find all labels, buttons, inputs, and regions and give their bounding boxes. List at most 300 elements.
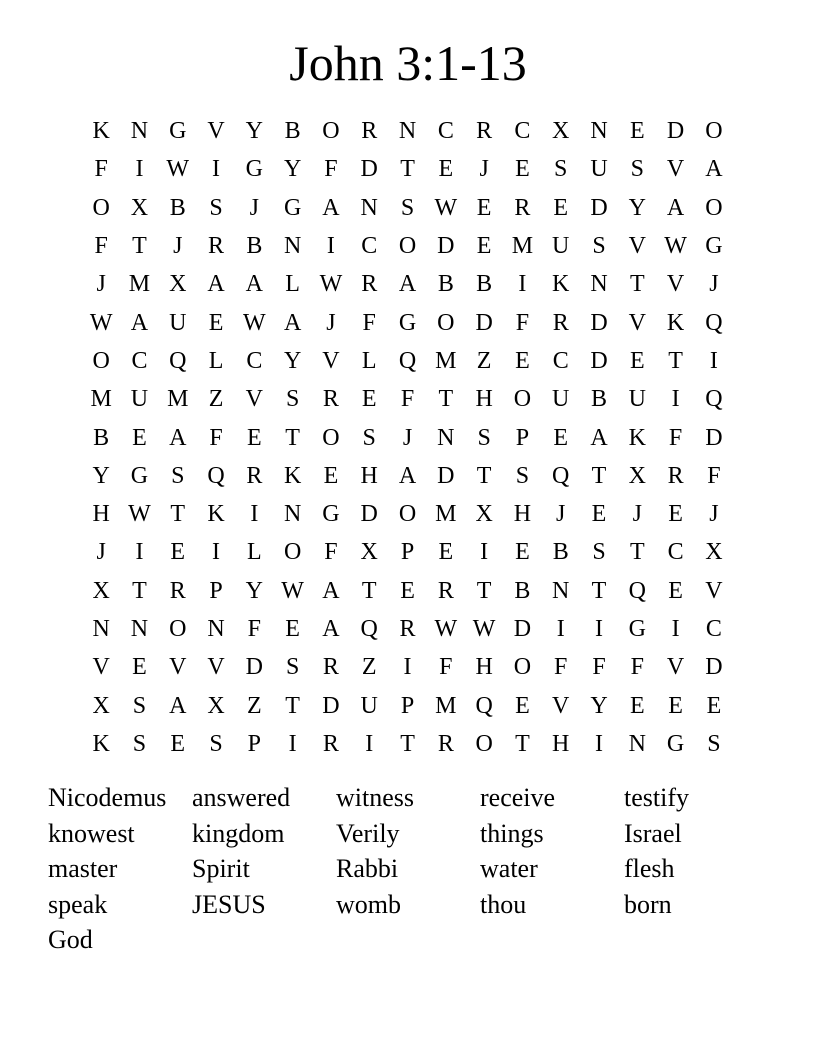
grid-letter: Z <box>476 347 492 374</box>
grid-letter: Q <box>475 692 493 719</box>
grid-letter: T <box>132 577 147 604</box>
grid-letter: W <box>281 577 304 604</box>
grid-letter: X <box>130 194 149 221</box>
grid-letter: Y <box>283 156 302 183</box>
grid-letter: G <box>398 309 417 336</box>
grid-letter: V <box>322 347 340 374</box>
grid-letter: F <box>630 654 644 681</box>
grid-row <box>82 380 733 418</box>
grid-letter: A <box>705 156 723 183</box>
grid-letter: S <box>515 462 530 489</box>
grid-letter: E <box>170 730 186 757</box>
grid-letter: W <box>472 616 496 642</box>
grid-letter: W <box>434 616 458 642</box>
grid-row <box>82 495 733 533</box>
grid-row <box>82 648 733 686</box>
grid-letter: V <box>705 577 723 604</box>
grid-letter: R <box>476 118 493 145</box>
grid-letter: M <box>167 386 189 413</box>
grid-letter: D <box>666 118 685 145</box>
grid-letter: I <box>135 539 144 566</box>
grid-letter: D <box>437 233 455 260</box>
grid-letter: A <box>322 194 340 221</box>
grid-letter: R <box>246 462 263 489</box>
grid-letter: T <box>285 692 300 719</box>
grid-letter: C <box>667 539 684 566</box>
grid-letter: T <box>400 730 415 757</box>
grid-letter: U <box>130 386 149 413</box>
grid-letter: T <box>285 424 300 451</box>
grid-letter: V <box>92 654 110 681</box>
grid-letter: D <box>513 616 532 642</box>
grid-letter: E <box>247 424 262 451</box>
word-list-item: testify <box>624 783 689 812</box>
grid-letter: O <box>513 654 532 681</box>
grid-letter: O <box>322 118 340 145</box>
grid-letter: G <box>130 462 149 489</box>
grid-letter: D <box>705 654 723 681</box>
grid-letter: E <box>170 539 186 566</box>
grid-letter: B <box>169 194 186 221</box>
grid-letter: X <box>169 271 187 298</box>
grid-letter: U <box>590 156 608 183</box>
word-list-item: things <box>480 818 544 848</box>
grid-letter: K <box>666 309 685 336</box>
grid-letter: N <box>437 424 455 451</box>
word-list <box>48 780 768 958</box>
grid-row <box>82 265 733 303</box>
grid-letter: V <box>666 271 685 298</box>
word-list-item: master <box>48 854 118 883</box>
grid-letter: X <box>207 692 225 719</box>
grid-letter: B <box>591 386 608 413</box>
grid-letter: M <box>435 501 457 528</box>
grid-letter: E <box>285 616 300 642</box>
grid-letter: Q <box>628 577 646 604</box>
grid-letter: R <box>437 730 454 757</box>
grid-letter: R <box>514 194 531 221</box>
grid-letter: Q <box>552 462 570 489</box>
grid-letter: H <box>513 501 532 528</box>
grid-letter: E <box>361 386 377 413</box>
grid-letter: X <box>552 118 570 145</box>
grid-letter: D <box>590 347 608 374</box>
grid-letter: Z <box>361 654 377 681</box>
grid-letter: J <box>479 156 489 183</box>
grid-letter: G <box>169 118 187 145</box>
grid-letter: Y <box>590 692 608 719</box>
grid-letter: M <box>128 271 151 298</box>
grid-letter: N <box>398 118 417 145</box>
grid-letter: W <box>89 309 113 336</box>
grid-letter: F <box>439 654 453 681</box>
grid-letter: U <box>169 309 187 336</box>
grid-letter: C <box>437 118 454 145</box>
word-search-grid <box>82 112 733 763</box>
grid-letter: Q <box>705 309 723 336</box>
grid-letter: P <box>400 539 415 566</box>
grid-letter: D <box>590 194 608 221</box>
grid-row <box>82 610 733 648</box>
grid-letter: T <box>515 730 530 757</box>
grid-letter: W <box>434 194 458 221</box>
grid-letter: F <box>515 309 530 336</box>
grid-row <box>82 686 733 724</box>
word-list-item: womb <box>336 889 401 919</box>
grid-letter: Z <box>208 386 224 413</box>
grid-letter: N <box>283 501 302 528</box>
grid-letter: S <box>209 194 223 221</box>
grid-letter: X <box>92 577 110 604</box>
grid-letter: F <box>247 616 262 642</box>
grid-letter: Y <box>245 577 263 604</box>
grid-letter: T <box>361 577 377 604</box>
grid-letter: J <box>556 501 566 528</box>
grid-letter: E <box>591 501 607 528</box>
grid-letter: D <box>437 462 455 489</box>
grid-letter: O <box>169 616 187 642</box>
word-list-item: kingdom <box>192 818 285 848</box>
grid-letter: Q <box>169 347 187 374</box>
grid-letter: F <box>400 386 415 413</box>
word-list-item: receive <box>480 783 556 812</box>
grid-letter: E <box>629 692 645 719</box>
grid-letter: D <box>590 309 608 336</box>
grid-letter: N <box>552 577 570 604</box>
word-list-item: flesh <box>624 854 675 883</box>
grid-row <box>82 112 733 150</box>
grid-letter: K <box>207 501 225 528</box>
grid-letter: R <box>322 386 339 413</box>
grid-letter: X <box>475 501 493 528</box>
grid-letter: O <box>283 539 302 566</box>
page-title: John 3:1-13 <box>289 35 527 91</box>
grid-letter: G <box>283 194 302 221</box>
grid-letter: I <box>212 156 221 183</box>
grid-letter: G <box>245 156 263 183</box>
grid-letter: A <box>130 309 149 336</box>
grid-letter: V <box>666 156 685 183</box>
grid-letter: N <box>590 118 608 145</box>
grid-letter: J <box>709 501 719 528</box>
grid-letter: N <box>92 616 110 642</box>
grid-letter: K <box>92 730 110 757</box>
grid-letter: A <box>169 692 187 719</box>
grid-letter: R <box>399 616 416 642</box>
grid-letter: P <box>247 730 262 757</box>
grid-letter: S <box>285 386 300 413</box>
grid-letter: X <box>628 462 646 489</box>
grid-letter: T <box>438 386 454 413</box>
grid-letter: G <box>322 501 340 528</box>
grid-letter: N <box>130 616 149 642</box>
grid-letter: S <box>285 654 300 681</box>
grid-letter: K <box>283 462 302 489</box>
grid-letter: C <box>361 233 378 260</box>
grid-letter: M <box>511 233 534 260</box>
grid-letter: A <box>169 424 187 451</box>
grid-letter: I <box>518 271 527 298</box>
grid-letter: C <box>705 616 722 642</box>
grid-letter: O <box>398 501 417 528</box>
grid-letter: F <box>554 654 568 681</box>
grid-letter: O <box>705 194 723 221</box>
grid-letter: I <box>403 654 412 681</box>
grid-letter: K <box>92 118 110 145</box>
word-list-item: Spirit <box>192 854 250 883</box>
grid-letter: J <box>249 194 259 221</box>
grid-letter: Y <box>245 118 263 145</box>
grid-letter: S <box>592 539 606 566</box>
grid-letter: T <box>170 501 186 528</box>
word-list-item: Israel <box>624 818 682 848</box>
grid-letter: I <box>595 616 603 642</box>
grid-letter: T <box>132 233 147 260</box>
grid-letter: E <box>438 156 454 183</box>
grid-letter: P <box>209 577 223 604</box>
grid-letter: H <box>475 386 493 413</box>
grid-letter: I <box>135 156 144 183</box>
grid-letter: I <box>671 386 680 413</box>
grid-letter: G <box>666 730 685 757</box>
grid-letter: D <box>360 156 378 183</box>
grid-letter: E <box>515 347 530 374</box>
word-list-item: knowest <box>48 818 135 848</box>
grid-letter: F <box>592 654 606 681</box>
grid-letter: O <box>92 194 110 221</box>
grid-row <box>82 533 733 571</box>
grid-letter: O <box>475 730 493 757</box>
grid-letter: V <box>169 654 187 681</box>
grid-row <box>82 342 733 380</box>
grid-letter: L <box>361 347 377 374</box>
grid-letter: J <box>402 424 413 451</box>
grid-letter: M <box>90 386 112 413</box>
grid-letter: V <box>628 309 646 336</box>
grid-letter: O <box>398 233 417 260</box>
word-list-item: witness <box>336 783 414 812</box>
grid-letter: E <box>668 501 683 528</box>
grid-letter: C <box>514 118 531 145</box>
grid-letter: H <box>92 501 110 528</box>
grid-letter: O <box>92 347 110 374</box>
grid-letter: Y <box>283 347 302 374</box>
grid-letter: T <box>668 347 683 374</box>
grid-letter: W <box>166 156 190 183</box>
grid-letter: J <box>326 309 336 336</box>
grid-letter: Y <box>628 194 646 221</box>
grid-letter: K <box>628 424 646 451</box>
grid-letter: N <box>590 271 608 298</box>
grid-letter: E <box>400 577 415 604</box>
grid-letter: E <box>629 118 645 145</box>
grid-row <box>82 189 733 227</box>
grid-letter: D <box>245 654 263 681</box>
grid-letter: A <box>283 309 302 336</box>
grid-row <box>82 725 733 763</box>
grid-letter: T <box>591 577 607 604</box>
grid-letter: I <box>480 539 489 566</box>
grid-letter: C <box>246 347 263 374</box>
grid-row <box>82 303 733 341</box>
grid-letter: L <box>285 271 300 298</box>
grid-row <box>82 457 733 495</box>
grid-letter: Q <box>360 616 378 642</box>
word-list-item: Nicodemus <box>48 783 167 812</box>
grid-letter: W <box>319 271 343 298</box>
grid-letter: I <box>326 233 335 260</box>
grid-letter: C <box>131 347 148 374</box>
grid-letter: E <box>323 462 339 489</box>
grid-letter: E <box>706 692 722 719</box>
grid-letter: Y <box>92 462 110 489</box>
grid-letter: N <box>360 194 378 221</box>
grid-letter: X <box>360 539 378 566</box>
grid-letter: V <box>666 654 685 681</box>
grid-letter: I <box>365 730 374 757</box>
grid-letter: E <box>553 194 569 221</box>
grid-letter: N <box>130 118 149 145</box>
grid-letter: E <box>132 654 147 681</box>
grid-letter: B <box>246 233 263 260</box>
grid-letter: F <box>324 156 338 183</box>
grid-letter: F <box>362 309 376 336</box>
grid-letter: O <box>322 424 340 451</box>
word-list-item: water <box>480 854 538 883</box>
grid-letter: L <box>247 539 262 566</box>
grid-letter: S <box>477 424 491 451</box>
grid-letter: Q <box>398 347 417 374</box>
grid-letter: E <box>553 424 569 451</box>
grid-letter: S <box>630 156 644 183</box>
word-list-item: Rabbi <box>336 854 399 883</box>
grid-letter: T <box>476 462 492 489</box>
grid-letter: Q <box>705 386 723 413</box>
grid-letter: A <box>322 616 340 642</box>
grid-letter: S <box>554 156 568 183</box>
grid-letter: H <box>475 654 493 681</box>
grid-letter: H <box>360 462 378 489</box>
grid-row <box>82 227 733 265</box>
grid-row <box>82 572 733 610</box>
word-list-item: born <box>624 889 672 919</box>
grid-letter: F <box>209 424 223 451</box>
grid-letter: T <box>591 462 607 489</box>
grid-letter: U <box>360 692 378 719</box>
grid-letter: I <box>709 347 718 374</box>
grid-letter: F <box>707 462 721 489</box>
grid-letter: I <box>250 501 259 528</box>
grid-letter: B <box>552 539 569 566</box>
grid-letter: I <box>556 616 565 642</box>
grid-letter: W <box>664 233 687 260</box>
grid-letter: A <box>398 462 417 489</box>
grid-row <box>82 418 733 456</box>
grid-letter: E <box>629 347 645 374</box>
grid-letter: R <box>322 654 339 681</box>
grid-letter: U <box>552 386 570 413</box>
grid-letter: T <box>629 539 645 566</box>
word-list-item: speak <box>48 889 108 919</box>
grid-letter: A <box>666 194 685 221</box>
grid-letter: J <box>96 539 106 566</box>
grid-letter: F <box>94 156 108 183</box>
grid-letter: D <box>360 501 378 528</box>
word-list-item: God <box>48 925 93 954</box>
grid-letter: B <box>284 118 301 145</box>
word-list-item: Verily <box>336 818 400 848</box>
grid-letter: K <box>552 271 570 298</box>
grid-letter: T <box>476 577 492 604</box>
grid-letter: W <box>243 309 266 336</box>
grid-letter: T <box>629 271 645 298</box>
word-list-item: JESUS <box>192 889 266 919</box>
grid-letter: A <box>245 271 263 298</box>
grid-letter: V <box>207 654 225 681</box>
word-list-item: answered <box>192 783 291 812</box>
grid-letter: B <box>437 271 454 298</box>
grid-letter: V <box>207 118 225 145</box>
grid-letter: M <box>435 347 457 374</box>
grid-letter: R <box>322 730 339 757</box>
grid-letter: S <box>707 730 721 757</box>
grid-letter: S <box>171 462 185 489</box>
grid-letter: B <box>476 271 493 298</box>
grid-letter: X <box>705 539 723 566</box>
grid-letter: F <box>668 424 683 451</box>
grid-letter: J <box>96 271 106 298</box>
grid-letter: Q <box>207 462 225 489</box>
grid-letter: B <box>93 424 110 451</box>
grid-letter: D <box>322 692 340 719</box>
grid-letter: D <box>475 309 493 336</box>
grid-letter: E <box>438 539 454 566</box>
grid-letter: V <box>552 692 570 719</box>
grid-letter: E <box>668 692 683 719</box>
grid-letter: E <box>476 233 492 260</box>
grid-letter: N <box>283 233 302 260</box>
grid-letter: R <box>667 462 684 489</box>
grid-letter: C <box>552 347 569 374</box>
grid-letter: G <box>628 616 646 642</box>
grid-letter: R <box>437 577 454 604</box>
grid-letter: O <box>437 309 455 336</box>
grid-letter: S <box>592 233 606 260</box>
grid-letter: O <box>705 118 723 145</box>
word-list-item: thou <box>480 889 527 919</box>
grid-letter: S <box>209 730 223 757</box>
grid-letter: R <box>208 233 225 260</box>
grid-letter: V <box>245 386 263 413</box>
grid-letter: O <box>513 386 532 413</box>
grid-letter: N <box>207 616 225 642</box>
grid-letter: D <box>705 424 723 451</box>
grid-letter: E <box>132 424 147 451</box>
grid-letter: U <box>552 233 570 260</box>
grid-letter: I <box>671 616 680 642</box>
grid-letter: X <box>92 692 110 719</box>
grid-letter: N <box>628 730 646 757</box>
grid-letter: F <box>94 233 108 260</box>
grid-letter: E <box>515 156 530 183</box>
grid-letter: R <box>552 309 569 336</box>
grid-letter: I <box>212 539 221 566</box>
grid-letter: E <box>476 194 492 221</box>
grid-letter: J <box>709 271 719 298</box>
grid-letter: V <box>628 233 646 260</box>
grid-letter: U <box>628 386 646 413</box>
grid-letter: P <box>400 692 415 719</box>
